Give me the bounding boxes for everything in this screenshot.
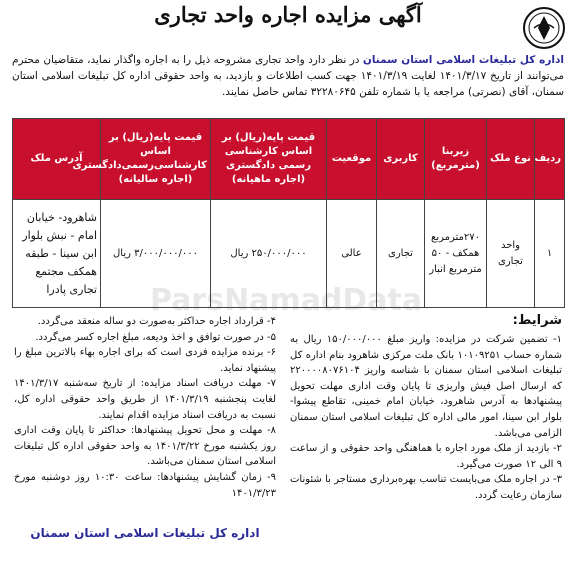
cell-location: عالی (327, 200, 377, 308)
header-usage: کاربری (377, 119, 425, 200)
cell-row-number: ۱ (535, 200, 565, 308)
condition-item: ۹- زمان گشایش پیشنهادها: ساعت ۱۰:۳۰ روز دوشنبه مورخ ۱۴۰۱/۳/۲۳ (14, 471, 276, 499)
condition-item: ۷- مهلت دریافت اسناد مزایده: از تاریخ سه‌شنبه ۱۴۰۱/۳/۱۷ لغایت پنجشنبه ۱۴۰۱/۳/۱۹ از طریق واحد حقوقی اداره کل، نسبت به دریافت اسناد مزایده اقدام نمایند. (14, 378, 277, 421)
condition-item: ۶- برنده مزایده فردی است که برای اجاره بهاء بالاترین مبلغ را پیشنهاد نماید. (14, 347, 276, 374)
condition-item: ۳- در اجاره ملک می‌بایست تناسب بهره‌برداری مستاجر با شئونات سازمان رعایت گردد. (290, 474, 562, 501)
table-row (13, 200, 565, 308)
header-address: آدرس ملک (13, 119, 101, 200)
page-title: آگهی مزایده اجاره واحد تجاری (154, 2, 422, 27)
header-location: موقعیت (327, 119, 377, 200)
watermark: ParsNamadData (150, 283, 423, 318)
header-property-type: نوع ملک (487, 119, 535, 200)
header-area: زیربنا (مترمربع) (425, 119, 487, 200)
cell-area: ۲۷۰مترمربع همکف - ۵۰ مترمربع انبار (425, 200, 487, 308)
conditions-title: شرایط: (512, 313, 562, 328)
header-row-number: ردیف (535, 119, 565, 200)
cell-address: شاهرود- خیابان امام - نبش بلوار ابن سینا - طبقه همکف مجتمع تجاری پادرا (13, 200, 101, 308)
cell-monthly-price: ۲۵۰/۰۰۰/۰۰۰ ریال (211, 200, 327, 308)
condition-item: ۸- مهلت و محل تحویل پیشنهادها: حداکثر تا پایان وقت اداری روز یکشنبه مورخ ۱۴۰۱/۳/۲۲ به واحد حقوقی اداره کل تبلیغات اسلامی استان سمنان می‌باشد. (14, 425, 277, 468)
conditions-left-column (14, 314, 276, 501)
header-monthly-price: قیمت پایه(ریال) بر اساس کارشناسی رسمی دادگستری (اجاره ماهیانه) (211, 119, 327, 200)
intro-lead: اداره کل تبلیغات اسلامی استان سمنان (362, 54, 565, 66)
intro-paragraph (12, 52, 564, 100)
conditions-right-column (290, 332, 562, 504)
condition-item: ۴- قرارداد اجاره حداکثر به‌صورت دو ساله منعقد می‌گردد. (37, 316, 276, 327)
condition-item: ۵- در صورت توافق و اخذ ودیعه، مبلغ اجاره کسر می‌گردد. (35, 331, 276, 343)
header-yearly-price: قیمت پایه(ریال) بر اساس کارشناسی‌رسمی‌دادگستری (اجاره سالیانه) (101, 119, 211, 200)
cell-yearly-price: ۳/۰۰۰/۰۰۰/۰۰۰ ریال (101, 200, 211, 308)
cell-usage: تجاری (377, 200, 425, 308)
condition-item: ۲- بازدید از ملک مورد اجاره با هماهنگی واحد حقوقی و از ساعت ۹ الی ۱۲ صورت می‌گیرد. (290, 443, 562, 470)
condition-item: ۱- تضمین شرکت در مزایده: واریز مبلغ ۱۵۰/۰۰۰/۰۰۰ ریال به شماره حساب ۱۰۱۰۹۲۵۱ بانک ملت مرکزی شاهرود بنام اداره کل تبلیغات اسلامی استان سمنان با شناسه واریز ۲۲۰۰۰۰۸۰۷۶۱۰۴ که ارسال اصل فیش واریزی تا پایان وقت اداری مهلت تحویل پیشنهادها به آدرس شاهرود، خیابان امام خمینی، تقاطع پیشوا- بلوار ابن سینا، امور مالی اداره کل تبلیغات اسلامی استان سمنان الزامی می‌باشد. (290, 334, 563, 439)
cell-property-type: واحد تجاری (487, 200, 535, 308)
intro-text: در نظر دارد واحد تجاری مشروحه ذیل را به اجاره واگذار نماید، متقاضیان محترم می‌توانند از تاریخ ۱۴۰۱/۳/۱۷ لغایت ۱۴۰۱/۳/۱۹ جهت کسب اطلاعات و بازدید، به واحد حقوقی اداره کل تبلیغات اسلامی استان سمنان، آقای (نصرتی) مراجعه یا با شماره تلفن ۳۲۲۸۰۶۴۵ تماس حاصل نمایند. (12, 54, 564, 98)
table-header-row (13, 119, 565, 200)
property-table (12, 118, 565, 308)
footer-organization: اداره کل تبلیغات اسلامی استان سمنان (30, 526, 260, 540)
